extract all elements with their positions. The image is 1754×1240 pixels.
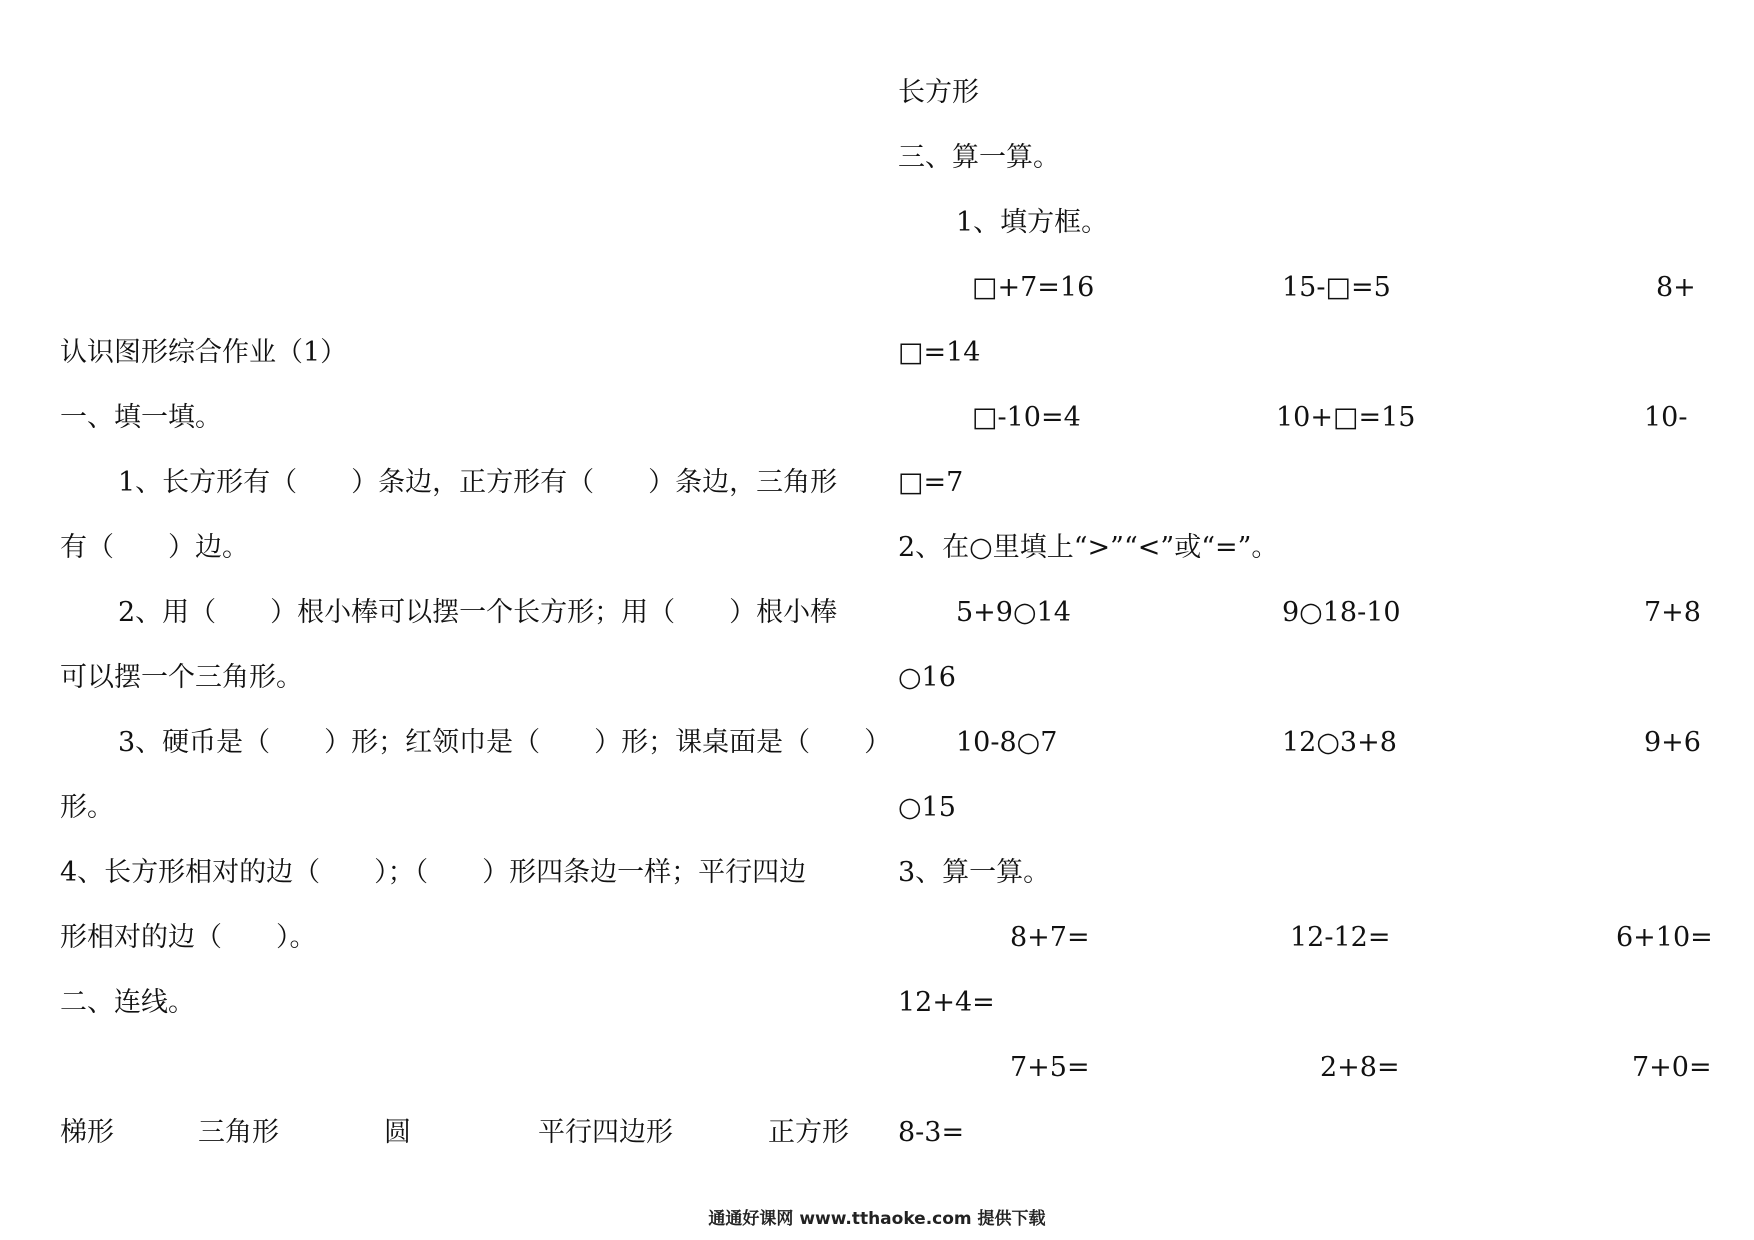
fill-box-problem: □-10=4 — [972, 402, 1081, 433]
question-3-line-2: 形。 — [60, 792, 114, 823]
question-4-line-1: 4、长方形相对的边（ ）；（ ）形四条边一样；平行四边 — [60, 857, 807, 888]
fill-box-problem-wrap: □=14 — [898, 337, 981, 368]
calc-problem: 2+8= — [1320, 1052, 1400, 1083]
calc-problem: 6+10= — [1616, 922, 1713, 953]
compare-problem: 9+6 — [1644, 727, 1701, 758]
question-1-line-2: 有（ ）边。 — [60, 532, 249, 563]
compare-problem-wrap: ○15 — [898, 792, 956, 823]
sub-2-heading: 2、在○里填上“>”“<”或“=”。 — [898, 532, 1279, 563]
shape-label-triangle: 三角形 — [198, 1117, 279, 1148]
shape-label-parallelogram: 平行四边形 — [538, 1117, 673, 1148]
shape-label-rectangle: 长方形 — [898, 77, 979, 108]
calc-problem-wrap: 8-3= — [898, 1117, 965, 1148]
compare-problem: 7+8 — [1644, 597, 1701, 628]
question-2-line-1: 2、用（ ）根小棒可以摆一个长方形；用（ ）根小棒 — [118, 597, 838, 628]
section-1-heading: 一、填一填。 — [60, 402, 222, 433]
calc-problem: 12-12= — [1290, 922, 1391, 953]
calc-problem: 8+7= — [1010, 922, 1090, 953]
question-1-line-1: 1、长方形有（ ）条边，正方形有（ ）条边，三角形 — [118, 467, 838, 498]
worksheet-title: 认识图形综合作业（1） — [60, 337, 348, 368]
shape-label-trapezoid: 梯形 — [60, 1117, 114, 1148]
shape-label-circle: 圆 — [384, 1117, 411, 1148]
compare-problem: 9○18-10 — [1282, 597, 1401, 628]
calc-problem-wrap: 12+4= — [898, 987, 995, 1018]
question-2-line-2: 可以摆一个三角形。 — [60, 662, 303, 693]
compare-problem: 5+9○14 — [956, 597, 1071, 628]
question-3-line-1: 3、硬币是（ ）形；红领巾是（ ）形；课桌面是（ ） — [118, 727, 892, 758]
fill-box-problem: 10+□=15 — [1276, 402, 1416, 433]
fill-box-problem: 15-□=5 — [1282, 272, 1391, 303]
question-4-line-2: 形相对的边（ ）。 — [60, 922, 317, 953]
compare-problem: 10-8○7 — [956, 727, 1058, 758]
compare-problem-wrap: ○16 — [898, 662, 956, 693]
fill-box-problem: 10- — [1644, 402, 1688, 433]
section-2-heading: 二、连线。 — [60, 987, 195, 1018]
calc-problem: 7+5= — [1010, 1052, 1090, 1083]
sub-3-heading: 3、算一算。 — [898, 857, 1051, 888]
compare-problem: 12○3+8 — [1282, 727, 1397, 758]
fill-box-problem-wrap: □=7 — [898, 467, 964, 498]
shape-label-square: 正方形 — [768, 1117, 849, 1148]
fill-box-problem: □+7=16 — [972, 272, 1095, 303]
sub-1-heading: 1、填方框。 — [956, 207, 1109, 238]
footer-watermark-text: 通通好课网 www.tthaoke.com 提供下载 — [708, 1209, 1046, 1229]
calc-problem: 7+0= — [1632, 1052, 1712, 1083]
section-3-heading: 三、算一算。 — [898, 142, 1060, 173]
fill-box-problem: 8+ — [1656, 272, 1696, 303]
